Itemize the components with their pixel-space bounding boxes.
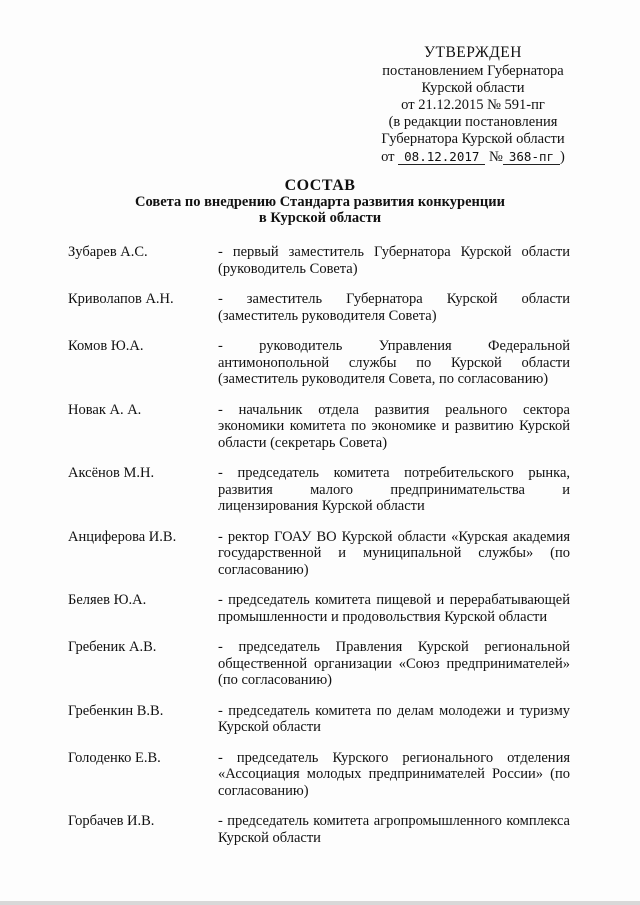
member-row (68, 244, 570, 277)
member-row (68, 639, 570, 689)
approval-line: (в редакции постановления (388, 114, 558, 130)
member-role: - председатель комитета пищевой и перерабатывающей промышленности и продовольствия Курской области (218, 592, 570, 625)
member-name: Криволапов А.Н. (68, 291, 174, 307)
redaction-suffix: ) (560, 149, 565, 165)
approval-line: Курской области (421, 80, 525, 96)
member-row (68, 402, 570, 452)
member-row (68, 592, 570, 625)
redaction-date: 08.12.2017 (398, 149, 485, 165)
member-role: - председатель Правления Курской региональной общественной организации «Союз предпринимателей» (по согласованию) (218, 639, 570, 688)
member-row (68, 750, 570, 800)
member-role: - руководитель Управления Федеральной антимонопольной службы по Курской области (заместитель руководителя Совета, по согласованию) (218, 338, 570, 387)
member-name: Комов Ю.А. (68, 338, 144, 354)
approval-stamp (368, 44, 578, 166)
member-role: - ректор ГОАУ ВО Курской области «Курская академия государственной и муниципальной службы» (по согласованию) (218, 528, 570, 578)
title-line: Совета по внедрению Стандарта развития конкуренции (135, 194, 505, 210)
member-name: Анциферова И.В. (68, 528, 177, 545)
redaction-prefix: от (381, 149, 395, 165)
scan-edge (0, 901, 640, 905)
approval-line: от 21.12.2015 № 591-пг (401, 97, 545, 113)
redaction-line (368, 148, 578, 166)
member-role: - первый заместитель Губернатора Курской области (руководитель Совета) (218, 244, 570, 277)
member-role: - председатель комитета агропромышленного комплекса Курской области (218, 813, 570, 846)
member-row (68, 465, 570, 515)
document-title (120, 178, 520, 226)
member-role: - председатель Курского регионального отделения «Ассоциация молодых предпринимателей России» (по согласованию) (218, 749, 570, 799)
member-role: - председатель комитета по делам молодежи и туризму Курской области (218, 702, 570, 735)
approval-line: постановлением Губернатора (382, 63, 564, 79)
members-list (68, 244, 570, 846)
redaction-number-prefix: № (489, 149, 503, 165)
member-name: Гребеник А.В. (68, 639, 157, 655)
approval-line: Губернатора Курской области (381, 131, 565, 147)
member-row (68, 813, 570, 846)
member-row (68, 529, 570, 579)
member-name: Гребенкин В.В. (68, 702, 164, 719)
member-name: Зубарев А.С. (68, 244, 148, 260)
member-row (68, 338, 570, 388)
approval-heading: УТВЕРЖДЕН (424, 44, 522, 61)
member-role: - начальник отдела развития реального сектора экономики комитета по экономике и развитию Курской области (секретарь Совета) (218, 401, 570, 451)
redaction-number: 368-пг (503, 149, 560, 165)
title-heading: СОСТАВ (284, 177, 356, 194)
member-name: Аксёнов М.Н. (68, 465, 155, 481)
member-name: Беляев Ю.А. (68, 592, 147, 608)
member-role: - председатель комитета потребительского рынка, развития малого предпринимательства и лицензирования Курской области (218, 465, 570, 514)
member-role: - заместитель Губернатора Курской области (заместитель руководителя Совета) (218, 291, 570, 324)
member-row (68, 703, 570, 736)
member-name: Горбачев И.В. (68, 813, 155, 829)
member-name: Голоденко Е.В. (68, 749, 161, 766)
title-line: в Курской области (258, 210, 382, 226)
member-name: Новак А. А. (68, 401, 142, 418)
member-row (68, 291, 570, 324)
